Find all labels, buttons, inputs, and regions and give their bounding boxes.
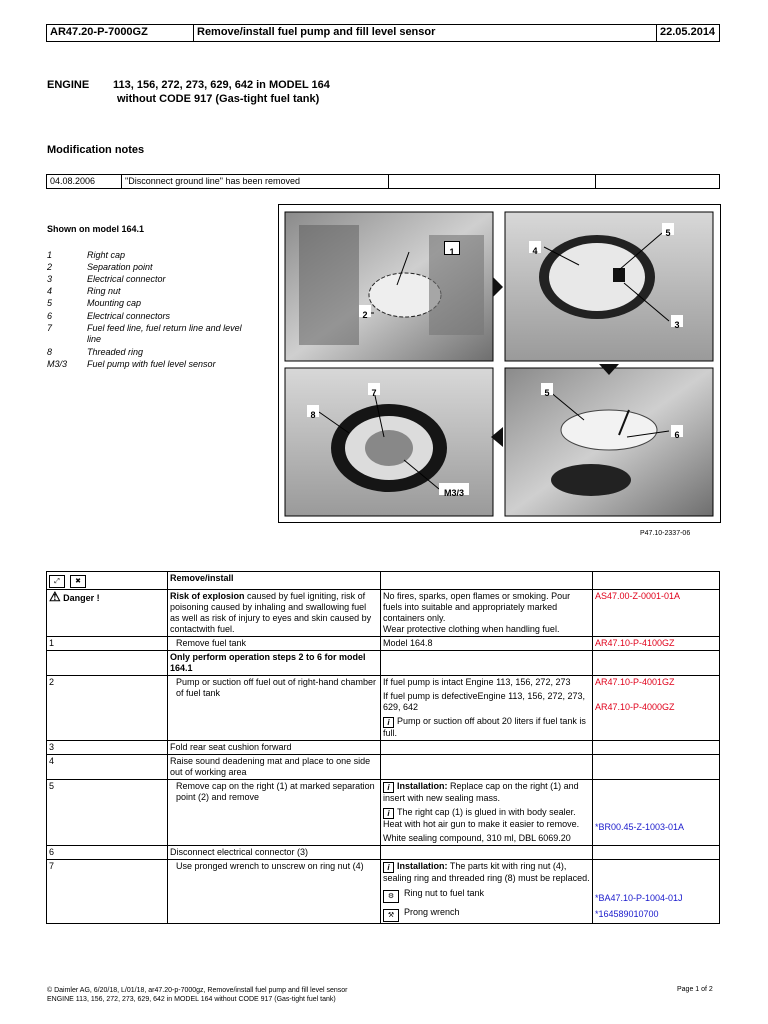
callout-label: 5 <box>665 228 671 238</box>
installation-label: Installation: <box>397 781 448 791</box>
step-ref-link[interactable]: AR47.10-P-4000GZ <box>595 702 675 712</box>
step-note: If fuel pump is defectiveEngine 113, 156, 272, 273, 629, 642 <box>383 691 585 712</box>
warning-icon: ⚠ <box>49 589 61 604</box>
callout-label: 4 <box>532 246 538 256</box>
step-number: 7 <box>47 860 168 924</box>
callout-label: 6 <box>674 430 680 440</box>
danger-label: Danger ! <box>63 593 100 603</box>
step-number: 1 <box>47 637 168 651</box>
callout-label: 8 <box>310 410 316 420</box>
step-text: Fold rear seat cushion forward <box>168 741 381 755</box>
step-note: Model 164.8 <box>381 637 593 651</box>
step-note: White sealing compound, 310 ml, DBL 6069.20 <box>383 833 571 843</box>
figure-frame <box>278 204 721 523</box>
ring-nut-tool-icon: ⚙ <box>383 890 399 903</box>
doc-id: AR47.20-P-7000GZ <box>47 25 194 42</box>
callout-label: 1 <box>449 247 455 257</box>
modification-heading: Modification notes <box>47 144 145 156</box>
info-icon: i <box>383 862 394 873</box>
step-note: If fuel pump is intact Engine 113, 156, 272, 273 <box>383 677 571 687</box>
danger-measures: No fires, sparks, open flames or smoking. Pour fuels into suitable and appropriately marked containers only. <box>383 591 571 623</box>
danger-risk-text: caused by fuel igniting, risk of poisoning caused by inhaling and swallowing fuel as well as risk of injury to eyes and skin caused by contactwith fuel. <box>170 591 372 634</box>
step-text: Remove fuel tank <box>168 637 381 651</box>
callout-label: 5 <box>544 388 550 398</box>
modification-table <box>46 174 720 189</box>
prong-wrench-tool-icon: ⚒ <box>383 909 399 922</box>
step-number: 2 <box>47 676 168 741</box>
footer-line-1: © Daimler AG, 6/20/18, L/01/18, ar47.20-p-7000gz, Remove/install fuel pump and fill level sensor <box>47 987 348 994</box>
info-icon: i <box>383 808 394 819</box>
footer-line-2: ENGINE 113, 156, 272, 273, 629, 642 in MODEL 164 without CODE 917 (Gas-tight fuel tank) <box>47 996 336 1003</box>
doc-title: Remove/install fuel pump and fill level sensor <box>194 25 657 42</box>
step-note: The parts kit with ring nut (4), sealing ring and threaded ring (8) must be replaced. <box>383 861 590 883</box>
figure-illustration <box>279 205 720 522</box>
step-ref-link[interactable]: *BR00.45-Z-1003-01A <box>593 780 720 846</box>
step-number: 6 <box>47 846 168 860</box>
step-text: Use pronged wrench to unscrew on ring nut (4) <box>168 860 381 924</box>
expand-icon: ⤢ <box>49 575 65 588</box>
modification-date: 04.08.2006 <box>47 175 122 189</box>
tool-name: Ring nut to fuel tank <box>404 888 485 898</box>
danger-risk-title: Risk of explosion <box>170 591 245 601</box>
step-ref-link[interactable]: AR47.10-P-4100GZ <box>593 637 720 651</box>
step-text: Disconnect electrical connector (3) <box>168 846 381 860</box>
tool-name: Prong wrench <box>404 907 460 917</box>
callout-label: M3/3 <box>443 488 464 498</box>
step-note: The right cap (1) is glued in with body sealer. Heat with hot air gun to make it easier to remove. <box>383 807 580 829</box>
callout-label: 7 <box>371 388 377 398</box>
header-table <box>46 24 720 42</box>
info-icon: i <box>383 782 394 793</box>
tool-ref-link[interactable]: *164589010700 <box>595 909 659 919</box>
step-condition: Only perform operation steps 2 to 6 for model 164.1 <box>168 651 381 676</box>
engine-label: ENGINE <box>47 79 90 91</box>
step-number: 3 <box>47 741 168 755</box>
steps-table <box>46 571 720 924</box>
arrow-right-icon <box>493 277 503 297</box>
step-text: Pump or suction off fuel out of right-hand chamber of fuel tank <box>168 676 381 741</box>
step-number: 4 <box>47 755 168 780</box>
tool-ref-link[interactable]: *BA47.10-P-1004-01J <box>595 893 683 903</box>
legend-heading: Shown on model 164.1 <box>47 224 145 234</box>
step-ref-link[interactable]: AR47.10-P-4001GZ <box>595 677 675 687</box>
installation-label: Installation: <box>397 861 448 871</box>
steps-header: Remove/install <box>168 572 381 590</box>
step-text: Raise sound deadening mat and place to one side out of working area <box>168 755 381 780</box>
info-icon: i <box>383 717 394 728</box>
engine-line2: without CODE 917 (Gas-tight fuel tank) <box>117 93 320 105</box>
engine-line1: 113, 156, 272, 273, 629, 642 in MODEL 164 <box>113 79 330 91</box>
step-note: Pump or suction off about 20 liters if fuel tank is full. <box>383 716 586 738</box>
modification-note: "Disconnect ground line" has been removed <box>122 175 389 189</box>
step-text: Remove cap on the right (1) at marked separation point (2) and remove <box>168 780 381 846</box>
step-note: Replace cap on the right (1) and insert with new sealing mass. <box>383 781 579 803</box>
danger-measures-2: Wear protective clothing when handling fuel. <box>383 624 560 634</box>
danger-ref-link[interactable]: AS47.00-Z-0001-01A <box>593 590 720 637</box>
callout-label: 3 <box>674 320 680 330</box>
figure-caption: P47.10-2337-06 <box>640 530 691 537</box>
doc-date: 22.05.2014 <box>657 25 720 42</box>
page-number: Page 1 of 2 <box>677 986 713 993</box>
collapse-icon: ✖ <box>70 575 86 588</box>
callout-label: 2 <box>362 310 368 320</box>
step-number: 5 <box>47 780 168 846</box>
